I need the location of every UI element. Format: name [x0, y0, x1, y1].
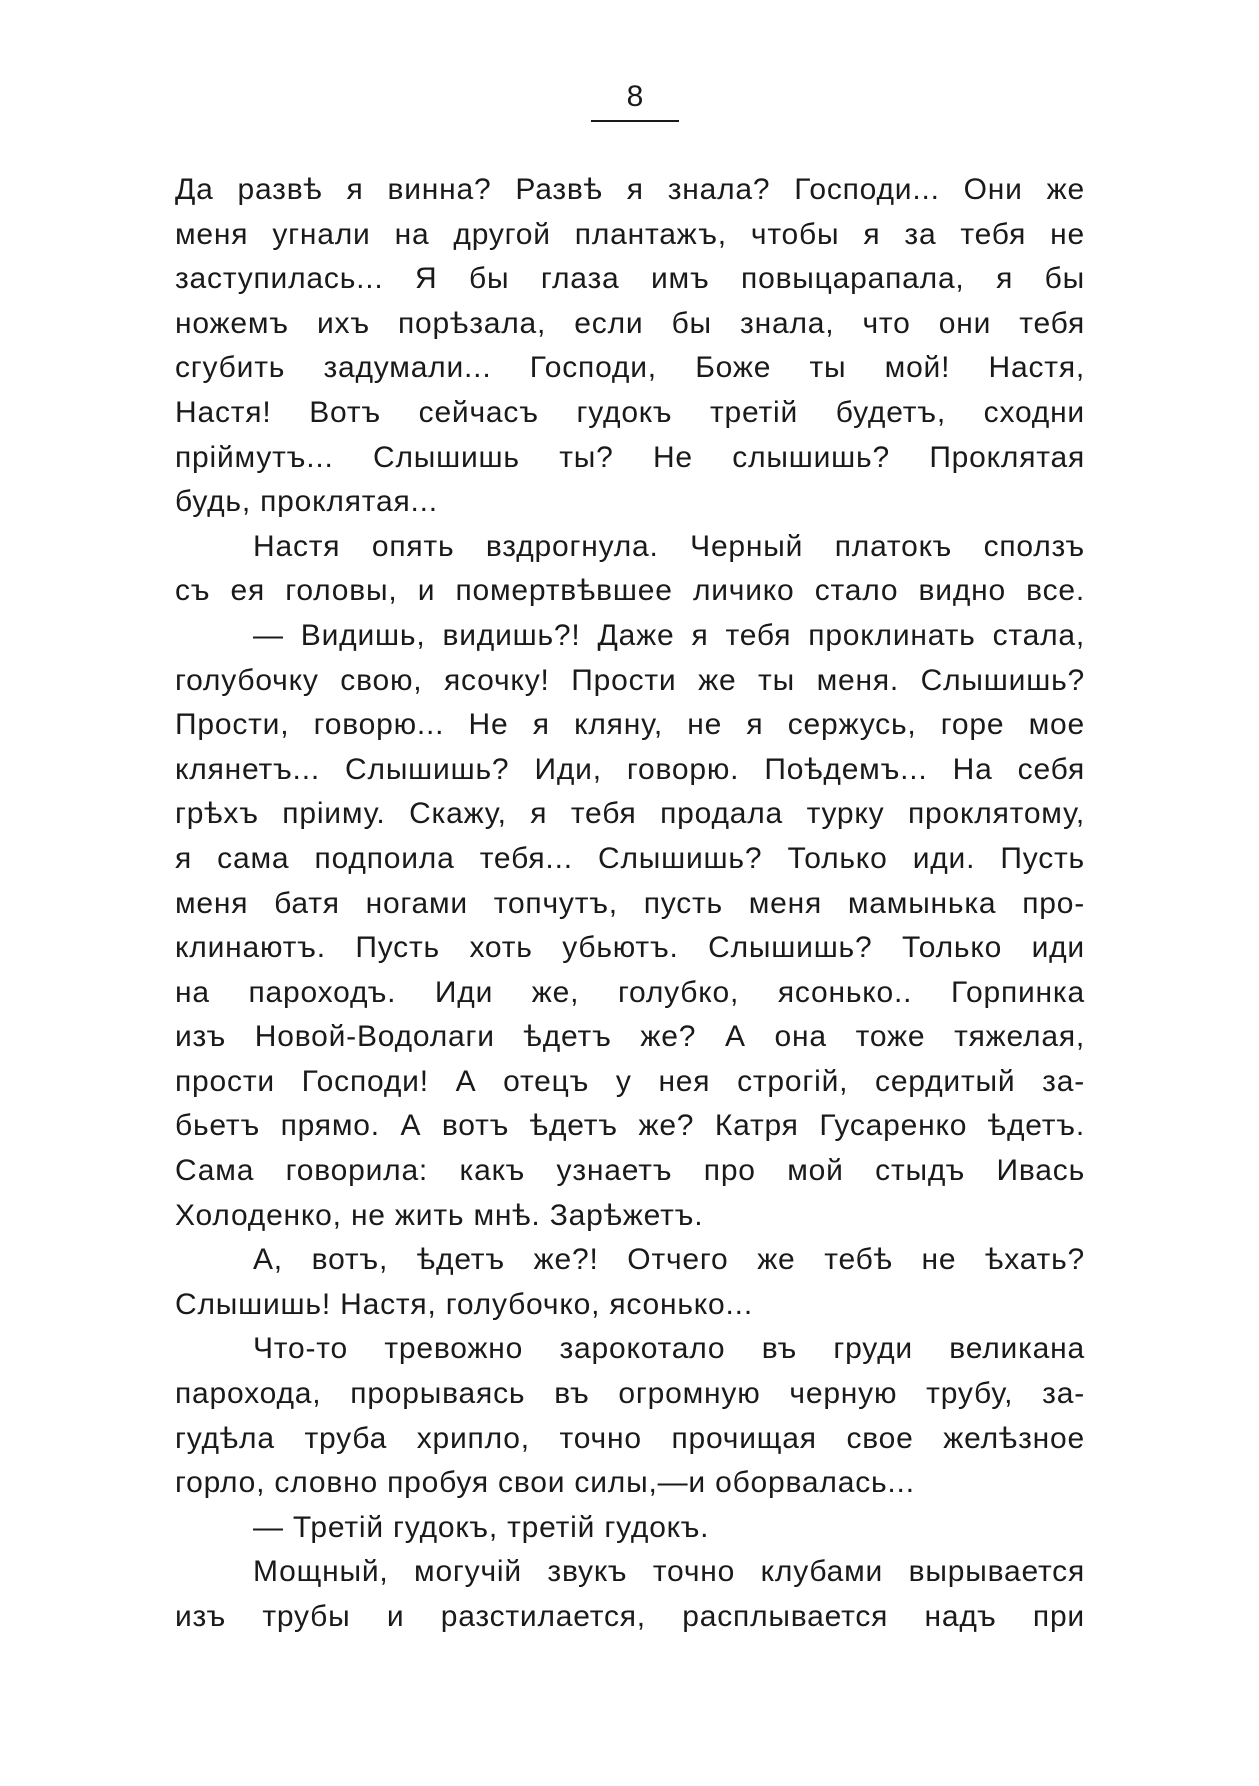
- text-line: пріймутъ... Слышишь ты? Не слышишь? Проклятая: [175, 440, 1085, 474]
- text-line: — Видишь, видишь?! Даже я тебя проклинать стала,: [253, 618, 1085, 652]
- text-line: прости Господи! А отецъ у нея строгій, сердитый за-: [175, 1064, 1085, 1098]
- text-line: — Третій гудокъ, третій гудокъ.: [253, 1510, 710, 1544]
- body-text: [175, 168, 1085, 1640]
- text-line: А, вотъ, ѣдетъ же?! Отчего же тебѣ не ѣхать?: [253, 1243, 1085, 1277]
- page-number-rule: [591, 120, 679, 122]
- text-line: Слышишь! Настя, голубочко, ясонько...: [175, 1287, 753, 1321]
- text-line: гудѣла труба хрипло, точно прочищая свое желѣзное: [175, 1421, 1085, 1455]
- text-line: клянетъ... Слышишь? Иди, говорю. Поѣдемъ... На себя: [175, 752, 1085, 786]
- text-line: изъ Новой-Водолаги ѣдетъ же? А она тоже тяжелая,: [175, 1020, 1085, 1054]
- text-line: Мощный, могучій звукъ точно клубами вырывается: [253, 1555, 1085, 1589]
- text-line: будь, проклятая...: [175, 485, 438, 519]
- text-line: Что-то тревожно зарокотало въ груди великана: [253, 1332, 1085, 1366]
- text-line: изъ трубы и разстилается, расплывается надъ при: [175, 1600, 1085, 1633]
- text-line: меня угнали на другой плантажъ, чтобы я за тебя не: [175, 217, 1085, 251]
- text-line: Прости, говорю... Не я кляну, не я сержусь, горе мое: [175, 708, 1085, 742]
- text-line: меня батя ногами топчутъ, пусть меня мамынька про-: [175, 886, 1085, 920]
- text-line: Холоденко, не жить мнѣ. Зарѣжетъ.: [175, 1198, 704, 1232]
- text-line: Настя опять вздрогнула. Черный платокъ сползъ: [253, 529, 1085, 563]
- text-line: клинаютъ. Пусть хоть убьютъ. Слышишь? Только иди: [175, 931, 1085, 965]
- text-line: горло, словно пробуя свои силы,—и оборвалась...: [175, 1466, 915, 1500]
- text-line: Настя! Вотъ сейчасъ гудокъ третій будетъ, сходни: [175, 395, 1085, 429]
- text-line: бьетъ прямо. А вотъ ѣдетъ же? Катря Гусаренко ѣдетъ.: [175, 1109, 1085, 1143]
- text-line: грѣхъ пріиму. Скажу, я тебя продала турку проклятому,: [175, 797, 1085, 831]
- page-number: 8: [626, 80, 644, 113]
- text-line: я сама подпоила тебя... Слышишь? Только иди. Пусть: [175, 841, 1085, 875]
- text-line: на пароходъ. Иди же, голубко, ясонько.. Горпинка: [175, 975, 1085, 1009]
- text-line: парохода, прорываясь въ огромную черную трубу, за-: [175, 1377, 1085, 1411]
- text-line: съ ея головы, и помертвѣвшее личико стало видно все.: [175, 574, 1085, 608]
- text-line: заступилась... Я бы глаза имъ повыцарапала, я бы: [175, 262, 1085, 296]
- text-line: ножемъ ихъ порѣзала, если бы знала, что они тебя: [175, 306, 1085, 340]
- page-header: [560, 80, 710, 122]
- text-line: сгубить задумали... Господи, Боже ты мой! Настя,: [175, 351, 1085, 385]
- text-line: голубочку свою, ясочку! Прости же ты меня. Слышишь?: [175, 663, 1085, 697]
- text-line: Сама говорила: какъ узнаетъ про мой стыдъ Ивась: [175, 1154, 1085, 1188]
- text-line: Да развѣ я винна? Развѣ я знала? Господи... Они же: [175, 173, 1085, 206]
